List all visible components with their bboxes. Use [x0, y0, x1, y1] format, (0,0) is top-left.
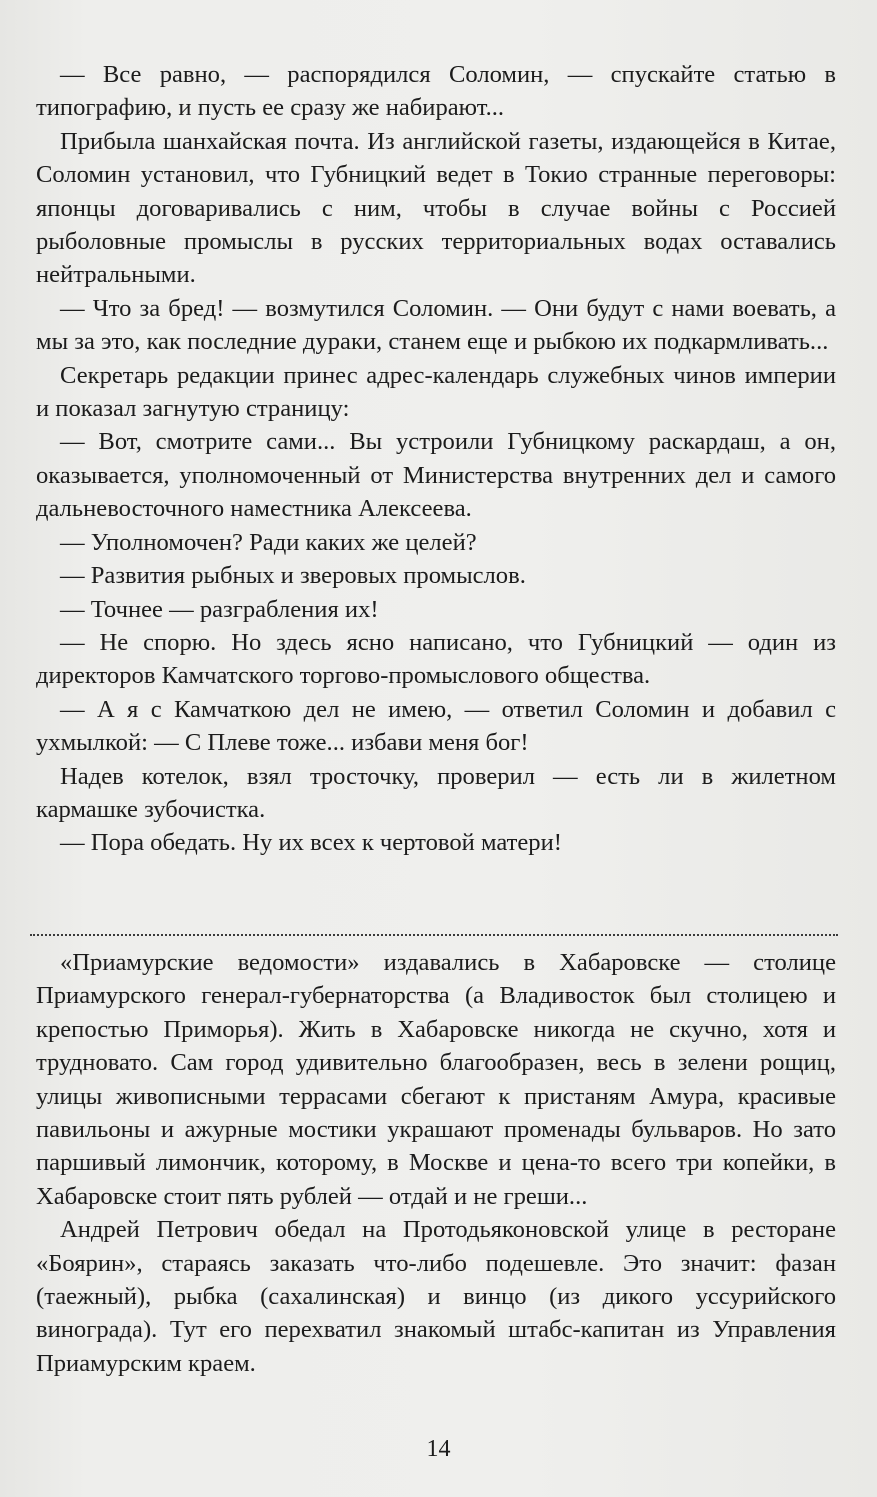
- paragraph: — Не спорю. Но здесь ясно написано, что Губницкий — один из директоров Камчатского торгово-промыслового общества.: [36, 628, 836, 690]
- paragraph: — Точнее — разграбления их!: [60, 595, 379, 623]
- paragraph: Надев котелок, взял тросточку, проверил — есть ли в жилетном кармашке зубочистка.: [36, 762, 836, 823]
- text-section-2: [36, 946, 836, 1380]
- text-section-1: [36, 58, 836, 860]
- paragraph: — А я с Камчаткою дел не имею, — ответил Соломин и добавил с ухмылкой: — С Плеве тоже... избави меня бог!: [36, 695, 836, 757]
- paragraph: — Все равно, — распорядился Соломин, — спускайте статью в типографию, и пусть ее сразу же набирают...: [36, 61, 836, 122]
- paragraph: Прибыла шанхайская почта. Из английской газеты, издающейся в Китае, Соломин установил, что Губницкий ведет в Токио странные переговоры: японцы договаривались с ним, чтобы в случае войны с Россией рыболовные промыслы в русских территориальных водах оставались нейтральными.: [36, 127, 836, 289]
- page-number: 14: [426, 1436, 451, 1462]
- section-divider: [30, 934, 838, 936]
- paragraph: — Пора обедать. Ну их всех к чертовой матери!: [60, 829, 562, 857]
- paragraph: — Вот, смотрите сами... Вы устроили Губницкому раскардаш, а он, оказывается, уполномоченный от Министерства внутренних дел и самого дальневосточного наместника Алексеева.: [36, 428, 836, 523]
- paragraph: Андрей Петрович обедал на Протодьяконовской улице в ресторане «Боярин», стараясь заказать что-либо подешевле. Это значит: фазан (таежный), рыбка (сахалинская) и винцо (из дикого уссурийского винограда). Тут его перехватил знакомый штабс-капитан из Управления Приамурским краем.: [36, 1216, 836, 1377]
- paragraph: Секретарь редакции принес адрес-календарь служебных чинов империи и показал загнутую страницу:: [36, 361, 836, 423]
- paragraph: — Что за бред! — возмутился Соломин. — Они будут с нами воевать, а мы за это, как последние дураки, станем еще и рыбкою их подкармливать...: [36, 294, 836, 356]
- paragraph: «Приамурские ведомости» издавались в Хабаровске — столице Приамурского генерал-губернаторства (а Владивосток был столицею и крепостью Приморья). Жить в Хабаровске никогда не скучно, хотя и трудновато. Сам город удивительно благообразен, весь в зелени рощиц, улицы живописными террасами сбегают к пристаням Амура, красивые павильоны и ажурные мостики украшают променады бульваров. Но зато паршивый лимончик, которому, в Москве и цена-то всего три копейки, в Хабаровске стоит пять рублей — отдай и не греши...: [36, 949, 836, 1210]
- paragraph: — Уполномочен? Ради каких же целей?: [60, 528, 477, 556]
- paragraph: — Развития рыбных и зверовых промыслов.: [60, 562, 526, 590]
